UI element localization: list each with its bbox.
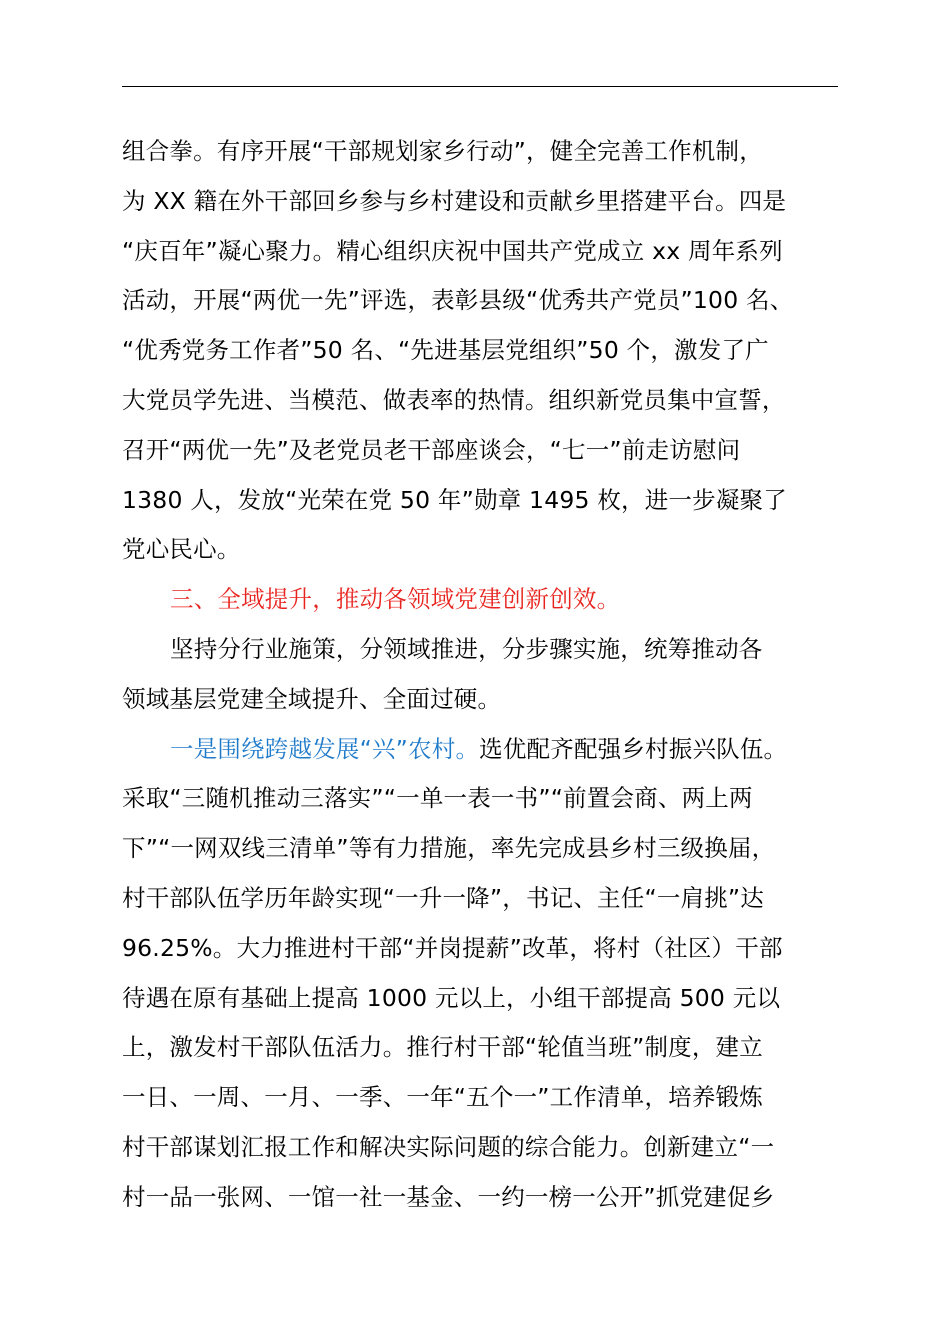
body-line: “庆百年”凝心聚力。精心组织庆祝中国共产党成立 xx 周年系列 — [122, 236, 783, 265]
body-line: 下”“一网双线三清单”等有力措施，率先完成县乡村三级换届， — [122, 834, 776, 863]
document-body — [122, 127, 838, 1223]
body-line: 村干部队伍学历年龄实现“一升一降”，书记、主任“一肩挑”达 — [122, 883, 764, 912]
body-line: 一日、一周、一月、一季、一年“五个一”工作清单，培养锻炼 — [122, 1083, 763, 1112]
section-heading: 三、全域提升，推动各领域党建创新创效。 — [170, 585, 621, 614]
body-line: 活动，开展“两优一先”评选，表彰县级“优秀共产党员”100 名、 — [122, 286, 794, 315]
body-line: 待遇在原有基础上提高 1000 元以上，小组干部提高 500 元以 — [122, 983, 781, 1012]
subsection-heading: 一是围绕跨越发展“兴”农村。 — [170, 734, 480, 763]
body-line: 大党员学先进、当模范、做表率的热情。组织新党员集中宣誓， — [122, 385, 786, 414]
body-line: 为 XX 籍在外干部回乡参与乡村建设和贡献乡里搭建平台。四是 — [122, 186, 787, 215]
body-line: 村一品一张网、一馆一社一基金、一约一榜一公开”抓党建促乡 — [122, 1182, 775, 1211]
body-line: 组合拳。有序开展“干部规划家乡行动”，健全完善工作机制， — [122, 137, 763, 165]
body-line: 坚持分行业施策，分领域推进，分步骤实施，统筹推动各 — [170, 634, 763, 663]
body-line: 96.25%。大力推进村干部“并岗提薪”改革，将村（社区）干部 — [122, 933, 783, 962]
body-line: 村干部谋划汇报工作和解决实际问题的综合能力。创新建立“一 — [122, 1132, 775, 1161]
body-line: “优秀党务工作者”50 名、“先进基层党组织”50 个，激发了广 — [122, 336, 769, 365]
body-line: 1380 人，发放“光荣在党 50 年”勋章 1495 枚，进一步凝聚了 — [122, 485, 787, 514]
header-rule — [122, 86, 838, 87]
body-line: 采取“三随机推动三落实”“一单一表一书”“前置会商、两上两 — [122, 784, 753, 813]
body-line: 领域基层党建全域提升、全面过硬。 — [122, 684, 502, 713]
body-line: 召开“两优一先”及老党员老干部座谈会，“七一”前走访慰问 — [122, 435, 741, 464]
body-line: 上，激发村干部队伍活力。推行村干部“轮值当班”制度，建立 — [122, 1033, 763, 1062]
subsection-first-line — [122, 725, 838, 775]
subsection-first-line-text: 选优配齐配强乡村振兴队伍。 — [479, 734, 788, 763]
body-line: 党心民心。 — [122, 535, 241, 564]
